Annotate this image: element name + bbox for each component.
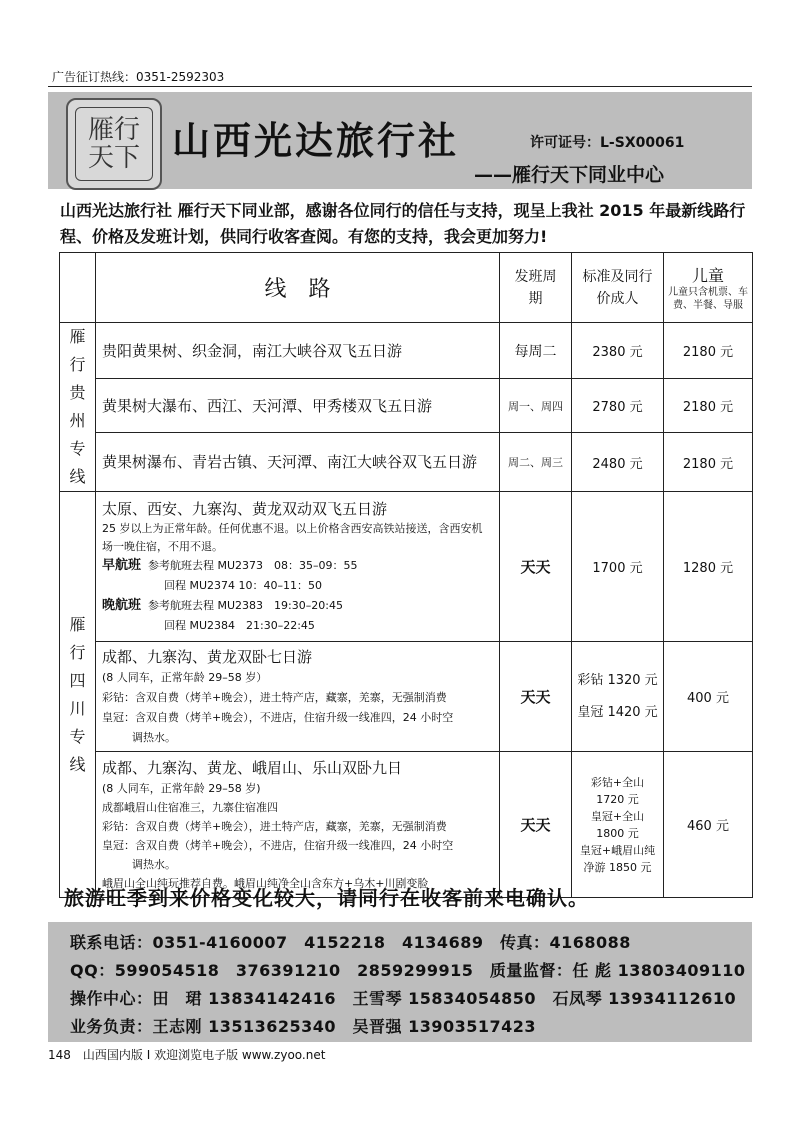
ad-hotline: 广告征订热线：0351-2592303 <box>52 70 225 84</box>
contact-phone: 联系电话：0351-4160007 4152218 4134689 传真：4168088 <box>70 933 631 952</box>
slogan: ——雁行天下同业中心 <box>474 164 665 186</box>
logo-text: 雁行天下 <box>75 107 153 181</box>
table-row <box>60 752 753 898</box>
child-price: 2180 元 <box>664 323 753 379</box>
price-huangguan: 皇冠 1420 元 <box>577 704 658 720</box>
route-detail <box>96 752 500 898</box>
route-line: 皇冠：含双自费（烤羊+晚会），不进店，住宿升级一线准四，24 小时空 <box>102 710 454 724</box>
company-name: 山西光达旅行社 <box>172 119 460 163</box>
top-divider <box>48 86 752 87</box>
adult-price: 2380 元 <box>572 323 664 379</box>
evening-flight-go: 参考航班去程 MU2383 19:30–20:45 <box>148 598 343 612</box>
table-row <box>60 492 753 642</box>
header-depart: 发班周期 <box>500 253 572 323</box>
depart-cycle: 天天 <box>500 642 572 752</box>
adult-price: 1700 元 <box>572 492 664 642</box>
contact-qq: QQ：599054518 376391210 2859299915 质量监督：任 彪 13803409110 <box>70 961 746 980</box>
header-child-note: 儿童只含机票、车费、半餐、导服 <box>668 287 748 311</box>
depart-cycle: 天天 <box>500 752 572 898</box>
intro-paragraph: 山西光达旅行社 雁行天下同业部，感谢各位同行的信任与支持，现呈上我社 2015 年最新线路行程、价格及发班计划，供同行收客查阅。有您的支持，我会更加努力! <box>60 201 746 246</box>
morning-flight-back: 回程 MU2374 10：40–11：50 <box>164 578 323 592</box>
morning-flight-label: 早航班 <box>102 557 142 573</box>
child-price: 2180 元 <box>664 433 753 492</box>
table-row <box>60 379 753 433</box>
depart-cycle: 周一、周四 <box>500 379 572 433</box>
route-line: 彩钻：含双自费（烤羊+晚会），进土特产店，藏寨，羌寨，无强制消费 <box>102 819 447 833</box>
table-header-row <box>60 253 753 323</box>
evening-flight-label: 晚航班 <box>102 597 142 613</box>
logo <box>66 98 162 190</box>
table-row <box>60 642 753 752</box>
page-footer: 148 山西国内版 Ⅰ 欢迎浏览电子版 www.zyoo.net <box>48 1048 326 1062</box>
contact-operations: 操作中心：田 珺 13834142416 王雪琴 15834054850 石凤琴 13934112610 <box>70 989 737 1008</box>
license-number: 许可证号：L-SX00061 <box>530 135 685 151</box>
route-line: 成都峨眉山住宿准三，九寨住宿准四 <box>102 800 278 814</box>
evening-flight <box>102 596 493 616</box>
depart-cycle: 周二、周三 <box>500 433 572 492</box>
route-name: 太原、西安、九寨沟、黄龙双动双飞五日游 <box>102 499 388 518</box>
contact-business: 业务负责：王志刚 13513625340 吴晋强 13903517423 <box>70 1017 537 1036</box>
child-price: 460 元 <box>664 752 753 898</box>
adult-price <box>572 642 664 752</box>
region-sichuan: 雁行四川专线 <box>60 492 96 898</box>
depart-cycle: 每周二 <box>500 323 572 379</box>
route-name: 黄果树瀑布、青岩古镇、天河潭、南江大峡谷双飞五日游 <box>96 433 500 492</box>
region-guizhou: 雁行贵州专线 <box>60 323 96 492</box>
header-child <box>664 253 753 323</box>
adult-price: 2780 元 <box>572 379 664 433</box>
evening-flight-back: 回程 MU2384 21:30–22:45 <box>164 618 315 632</box>
price-line: 净游 1850 元 <box>583 860 652 874</box>
route-name: 成都、九寨沟、黄龙双卧七日游 <box>102 647 313 666</box>
price-line: 彩钻+全山 <box>590 775 645 789</box>
header-empty <box>60 253 96 323</box>
route-note: 25 岁以上为正常年龄。任何优惠不退。以上价格含西安高铁站接送，含西安机场一晚住宿，不用不退。 <box>102 521 483 553</box>
route-detail <box>96 642 500 752</box>
price-caizuan: 彩钻 1320 元 <box>577 672 658 688</box>
price-line: 皇冠+全山 <box>590 809 645 823</box>
child-price: 1280 元 <box>664 492 753 642</box>
price-line: 皇冠+峨眉山纯 <box>579 843 656 857</box>
price-line: 1800 元 <box>596 826 639 840</box>
route-line: (8 人同车，正常年龄 29–58 岁） <box>102 670 268 684</box>
route-line: 峨眉山全山纯玩推荐自费。峨眉山纯净全山含东方+乌木+川剧变脸 <box>102 876 429 890</box>
price-warning: 旅游旺季到来价格变化较大，请同行在收客前来电确认。 <box>64 886 589 910</box>
contact-block <box>48 922 752 1042</box>
header-route: 线 路 <box>96 253 500 323</box>
header-adult: 标准及同行价成人 <box>572 253 664 323</box>
header-child-title: 儿童 <box>691 266 724 285</box>
route-detail <box>96 492 500 642</box>
adult-price: 2480 元 <box>572 433 664 492</box>
route-line: 彩钻：含双自费（烤羊+晚会），进土特产店，藏寨，羌寨，无强制消费 <box>102 690 447 704</box>
route-line: 调热水。 <box>132 857 176 871</box>
table-row <box>60 433 753 492</box>
morning-flight <box>102 556 493 576</box>
child-price: 400 元 <box>664 642 753 752</box>
table-row <box>60 323 753 379</box>
route-name: 贵阳黄果树、织金洞，南江大峡谷双飞五日游 <box>96 323 500 379</box>
morning-flight-go: 参考航班去程 MU2373 08：35–09：55 <box>148 558 358 572</box>
route-line: (8 人同车，正常年龄 29–58 岁) <box>102 781 261 795</box>
price-line: 1720 元 <box>596 792 639 806</box>
depart-cycle: 天天 <box>500 492 572 642</box>
route-name: 成都、九寨沟、黄龙、峨眉山、乐山双卧九日 <box>102 758 403 777</box>
route-table <box>59 252 753 898</box>
child-price: 2180 元 <box>664 379 753 433</box>
route-name: 黄果树大瀑布、西江、天河潭、甲秀楼双飞五日游 <box>96 379 500 433</box>
route-line: 调热水。 <box>132 730 176 744</box>
adult-price <box>572 752 664 898</box>
route-line: 皇冠：含双自费（烤羊+晚会），不进店，住宿升级一线准四，24 小时空 <box>102 838 454 852</box>
